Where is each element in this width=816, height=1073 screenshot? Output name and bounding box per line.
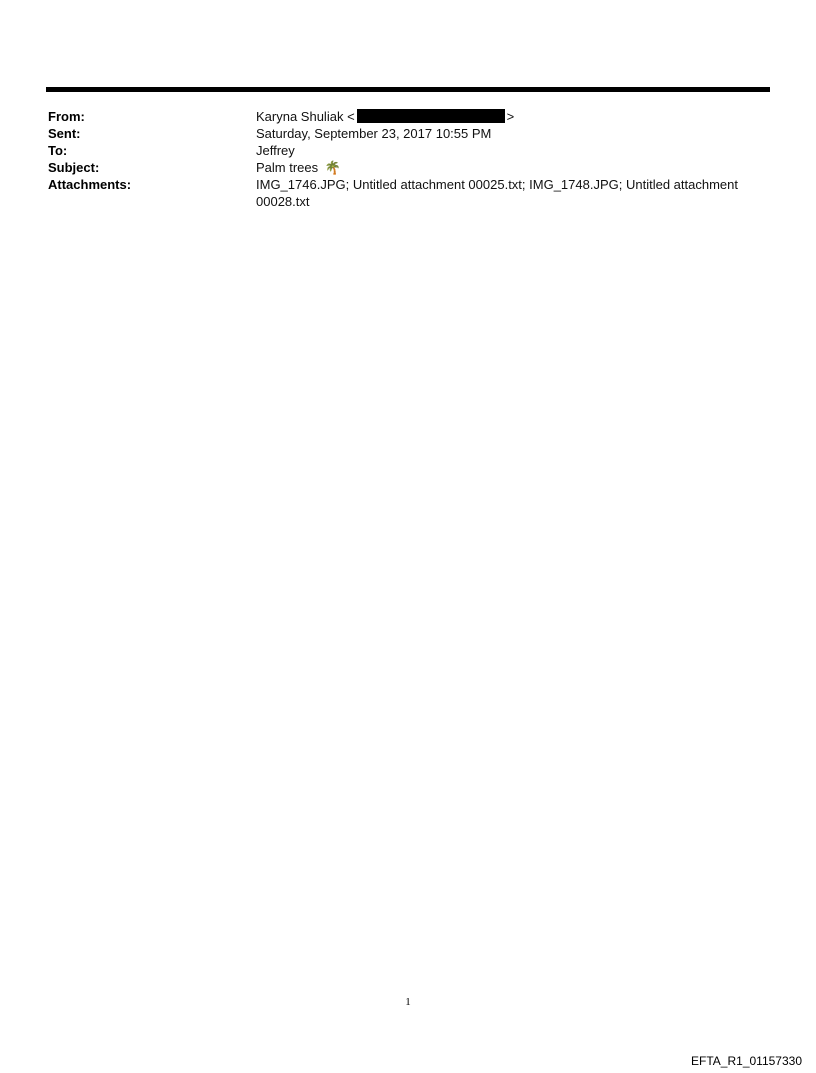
page-number: 1 — [405, 996, 411, 1008]
from-label: From: — [48, 109, 85, 124]
sent-row — [48, 125, 768, 142]
document-id: EFTA_R1_01157330 — [691, 1054, 802, 1068]
subject-value-wrap — [256, 159, 768, 176]
subject-value: Palm trees — [256, 160, 319, 175]
redacted-email-address — [357, 109, 505, 123]
subject-row — [48, 159, 768, 176]
attachments-row — [48, 176, 768, 210]
sent-value: Saturday, September 23, 2017 10:55 PM — [256, 126, 492, 141]
email-open-bracket: < — [347, 109, 355, 124]
from-value — [256, 108, 768, 125]
to-label: To: — [48, 143, 68, 158]
sender-name: Karyna Shuliak — [256, 109, 344, 124]
header-rule — [46, 87, 770, 92]
palm-tree-icon: 🌴 — [324, 160, 341, 175]
email-header — [48, 108, 768, 210]
to-row — [48, 142, 768, 159]
email-close-bracket: > — [506, 109, 515, 124]
from-row — [48, 108, 768, 125]
subject-label: Subject: — [48, 160, 100, 175]
to-value: Jeffrey — [256, 143, 295, 158]
attachments-label: Attachments: — [48, 177, 132, 192]
attachments-value: IMG_1746.JPG; Untitled attachment 00025.txt; IMG_1748.JPG; Untitled attachment 00028.txt — [256, 177, 738, 209]
sent-label: Sent: — [48, 126, 81, 141]
